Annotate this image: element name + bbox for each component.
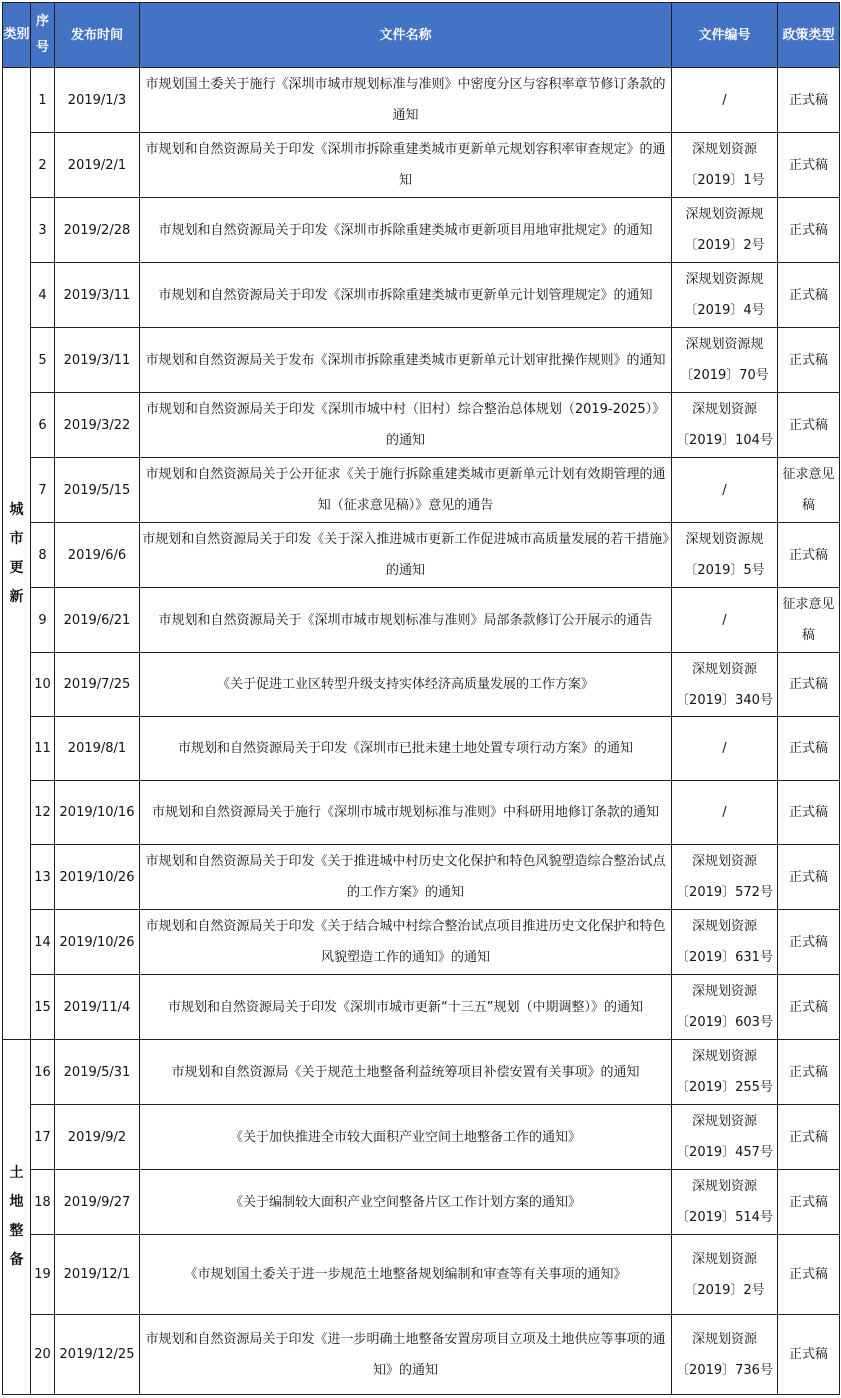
row-policy-type-cell: 正式稿 bbox=[778, 653, 840, 717]
row-date-cell: 2019/10/16 bbox=[55, 781, 140, 845]
row-date-cell: 2019/2/28 bbox=[55, 198, 140, 263]
table-body bbox=[3, 68, 840, 1395]
row-title-cell: 市规划和自然资源局关于印发《关于推进城中村历史文化保护和特色风貌塑造综合整治试点的工作方案》的通知 bbox=[140, 845, 672, 910]
table-row bbox=[3, 975, 840, 1040]
row-no-cell: 14 bbox=[31, 910, 55, 975]
table-header bbox=[3, 3, 840, 68]
row-no-cell: 10 bbox=[31, 653, 55, 717]
row-doc-no-cell: / bbox=[672, 458, 778, 523]
row-title-cell: 市规划和自然资源局关于印发《深圳市拆除重建类城市更新项目用地审批规定》的通知 bbox=[140, 198, 672, 263]
row-title-cell: 市规划和自然资源局《关于规范土地整备利益统筹项目补偿安置有关事项》的通知 bbox=[140, 1040, 672, 1105]
table-row bbox=[3, 263, 840, 328]
row-doc-no-cell: 深规划资源〔2019〕572号 bbox=[672, 845, 778, 910]
row-date-cell: 2019/9/27 bbox=[55, 1170, 140, 1235]
header-title: 文件名称 bbox=[140, 3, 672, 68]
row-title-cell: 《关于加快推进全市较大面积产业空间土地整备工作的通知》 bbox=[140, 1105, 672, 1170]
row-title-cell: 市规划和自然资源局关于发布《深圳市拆除重建类城市更新单元计划审批操作规则》的通知 bbox=[140, 328, 672, 393]
row-doc-no-cell: / bbox=[672, 717, 778, 781]
row-date-cell: 2019/3/11 bbox=[55, 263, 140, 328]
table-row bbox=[3, 458, 840, 523]
row-policy-type-cell: 正式稿 bbox=[778, 328, 840, 393]
table-row bbox=[3, 1105, 840, 1170]
row-policy-type-cell: 正式稿 bbox=[778, 845, 840, 910]
table-row bbox=[3, 1170, 840, 1235]
row-policy-type-cell: 征求意见稿 bbox=[778, 458, 840, 523]
row-date-cell: 2019/5/31 bbox=[55, 1040, 140, 1105]
row-title-cell: 市规划和自然资源局关于印发《关于深入推进城市更新工作促进城市高质量发展的若干措施》的通知 bbox=[140, 523, 672, 588]
row-date-cell: 2019/8/1 bbox=[55, 717, 140, 781]
header-row bbox=[3, 3, 840, 68]
row-title-cell: 市规划和自然资源局关于印发《深圳市城市更新“十三五”规划（中期调整）》的通知 bbox=[140, 975, 672, 1040]
table-row bbox=[3, 1315, 840, 1395]
row-policy-type-cell: 正式稿 bbox=[778, 1235, 840, 1315]
row-title-cell: 《市规划国土委关于进一步规范土地整备规划编制和审查等有关事项的通知》 bbox=[140, 1235, 672, 1315]
row-title-cell: 市规划和自然资源局关于印发《深圳市已批未建土地处置专项行动方案》的通知 bbox=[140, 717, 672, 781]
row-doc-no-cell: 深规划资源规〔2019〕4号 bbox=[672, 263, 778, 328]
row-date-cell: 2019/7/25 bbox=[55, 653, 140, 717]
row-date-cell: 2019/12/25 bbox=[55, 1315, 140, 1395]
header-doc-no: 文件编号 bbox=[672, 3, 778, 68]
row-doc-no-cell: 深规划资源规〔2019〕70号 bbox=[672, 328, 778, 393]
row-doc-no-cell: 深规划资源规〔2019〕2号 bbox=[672, 198, 778, 263]
header-no: 序号 bbox=[31, 3, 55, 68]
row-doc-no-cell: 深规划资源〔2019〕514号 bbox=[672, 1170, 778, 1235]
row-title-cell: 《关于编制较大面积产业空间整备片区工作计划方案的通知》 bbox=[140, 1170, 672, 1235]
table-row bbox=[3, 1235, 840, 1315]
row-date-cell: 2019/6/6 bbox=[55, 523, 140, 588]
row-date-cell: 2019/11/4 bbox=[55, 975, 140, 1040]
row-title-cell: 市规划和自然资源局关于印发《深圳市拆除重建类城市更新单元计划管理规定》的通知 bbox=[140, 263, 672, 328]
table-row bbox=[3, 68, 840, 133]
row-policy-type-cell: 正式稿 bbox=[778, 68, 840, 133]
table-row bbox=[3, 845, 840, 910]
row-doc-no-cell: 深规划资源〔2019〕255号 bbox=[672, 1040, 778, 1105]
row-policy-type-cell: 正式稿 bbox=[778, 1315, 840, 1395]
row-doc-no-cell: 深规划资源〔2019〕603号 bbox=[672, 975, 778, 1040]
row-no-cell: 15 bbox=[31, 975, 55, 1040]
row-doc-no-cell: 深规划资源〔2019〕457号 bbox=[672, 1105, 778, 1170]
row-policy-type-cell: 正式稿 bbox=[778, 1040, 840, 1105]
row-doc-no-cell: 深规划资源〔2019〕736号 bbox=[672, 1315, 778, 1395]
row-date-cell: 2019/10/26 bbox=[55, 845, 140, 910]
table-row bbox=[3, 1040, 840, 1105]
row-doc-no-cell: 深规划资源〔2019〕340号 bbox=[672, 653, 778, 717]
row-policy-type-cell: 正式稿 bbox=[778, 1170, 840, 1235]
row-policy-type-cell: 正式稿 bbox=[778, 910, 840, 975]
row-doc-no-cell: 深规划资源〔2019〕1号 bbox=[672, 133, 778, 198]
row-title-cell: 市规划和自然资源局关于施行《深圳市城市规划标准与准则》中科研用地修订条款的通知 bbox=[140, 781, 672, 845]
row-date-cell: 2019/10/26 bbox=[55, 910, 140, 975]
row-policy-type-cell: 正式稿 bbox=[778, 975, 840, 1040]
row-no-cell: 13 bbox=[31, 845, 55, 910]
row-doc-no-cell: / bbox=[672, 781, 778, 845]
table-row bbox=[3, 910, 840, 975]
table-row bbox=[3, 523, 840, 588]
row-no-cell: 20 bbox=[31, 1315, 55, 1395]
row-no-cell: 11 bbox=[31, 717, 55, 781]
table-row bbox=[3, 653, 840, 717]
row-no-cell: 1 bbox=[31, 68, 55, 133]
row-policy-type-cell: 正式稿 bbox=[778, 523, 840, 588]
table-row bbox=[3, 328, 840, 393]
row-date-cell: 2019/5/15 bbox=[55, 458, 140, 523]
table-row bbox=[3, 781, 840, 845]
row-no-cell: 4 bbox=[31, 263, 55, 328]
row-no-cell: 16 bbox=[31, 1040, 55, 1105]
row-no-cell: 5 bbox=[31, 328, 55, 393]
row-no-cell: 2 bbox=[31, 133, 55, 198]
row-no-cell: 8 bbox=[31, 523, 55, 588]
row-title-cell: 市规划和自然资源局关于《深圳市城市规划标准与准则》局部条款修订公开展示的通告 bbox=[140, 588, 672, 653]
row-title-cell: 市规划国土委关于施行《深圳市城市规划标准与准则》中密度分区与容积率章节修订条款的通知 bbox=[140, 68, 672, 133]
row-date-cell: 2019/1/3 bbox=[55, 68, 140, 133]
row-date-cell: 2019/9/2 bbox=[55, 1105, 140, 1170]
row-title-cell: 市规划和自然资源局关于印发《深圳市拆除重建类城市更新单元规划容积率审查规定》的通知 bbox=[140, 133, 672, 198]
row-no-cell: 6 bbox=[31, 393, 55, 458]
row-date-cell: 2019/2/1 bbox=[55, 133, 140, 198]
table-row bbox=[3, 133, 840, 198]
row-policy-type-cell: 正式稿 bbox=[778, 393, 840, 458]
row-no-cell: 9 bbox=[31, 588, 55, 653]
row-policy-type-cell: 正式稿 bbox=[778, 781, 840, 845]
row-no-cell: 3 bbox=[31, 198, 55, 263]
header-policy-type: 政策类型 bbox=[778, 3, 840, 68]
row-no-cell: 12 bbox=[31, 781, 55, 845]
row-policy-type-cell: 正式稿 bbox=[778, 1105, 840, 1170]
row-policy-type-cell: 征求意见稿 bbox=[778, 588, 840, 653]
row-doc-no-cell: 深规划资源规〔2019〕5号 bbox=[672, 523, 778, 588]
row-date-cell: 2019/3/11 bbox=[55, 328, 140, 393]
row-title-cell: 市规划和自然资源局关于印发《进一步明确土地整备安置房项目立项及土地供应等事项的通知》的通知 bbox=[140, 1315, 672, 1395]
row-doc-no-cell: / bbox=[672, 68, 778, 133]
row-policy-type-cell: 正式稿 bbox=[778, 717, 840, 781]
category-cell: 土地整备 bbox=[3, 1040, 31, 1395]
row-doc-no-cell: 深规划资源〔2019〕2号 bbox=[672, 1235, 778, 1315]
row-title-cell: 市规划和自然资源局关于公开征求《关于施行拆除重建类城市更新单元计划有效期管理的通知（征求意见稿）》意见的通告 bbox=[140, 458, 672, 523]
row-date-cell: 2019/6/21 bbox=[55, 588, 140, 653]
header-category: 类别 bbox=[3, 3, 31, 68]
category-cell: 城市更新 bbox=[3, 68, 31, 1040]
row-policy-type-cell: 正式稿 bbox=[778, 133, 840, 198]
table-row bbox=[3, 198, 840, 263]
row-title-cell: 市规划和自然资源局关于印发《关于结合城中村综合整治试点项目推进历史文化保护和特色风貌塑造工作的通知》的通知 bbox=[140, 910, 672, 975]
row-no-cell: 17 bbox=[31, 1105, 55, 1170]
row-no-cell: 18 bbox=[31, 1170, 55, 1235]
header-date: 发布时间 bbox=[55, 3, 140, 68]
table-row bbox=[3, 717, 840, 781]
row-title-cell: 市规划和自然资源局关于印发《深圳市城中村（旧村）综合整治总体规划（2019-2025）》的通知 bbox=[140, 393, 672, 458]
row-policy-type-cell: 正式稿 bbox=[778, 198, 840, 263]
row-doc-no-cell: / bbox=[672, 588, 778, 653]
policy-table bbox=[2, 2, 840, 1395]
row-policy-type-cell: 正式稿 bbox=[778, 263, 840, 328]
row-doc-no-cell: 深规划资源〔2019〕631号 bbox=[672, 910, 778, 975]
table-row bbox=[3, 588, 840, 653]
row-title-cell: 《关于促进工业区转型升级支持实体经济高质量发展的工作方案》 bbox=[140, 653, 672, 717]
row-no-cell: 7 bbox=[31, 458, 55, 523]
table-row bbox=[3, 393, 840, 458]
row-doc-no-cell: 深规划资源〔2019〕104号 bbox=[672, 393, 778, 458]
row-date-cell: 2019/12/1 bbox=[55, 1235, 140, 1315]
row-no-cell: 19 bbox=[31, 1235, 55, 1315]
row-date-cell: 2019/3/22 bbox=[55, 393, 140, 458]
